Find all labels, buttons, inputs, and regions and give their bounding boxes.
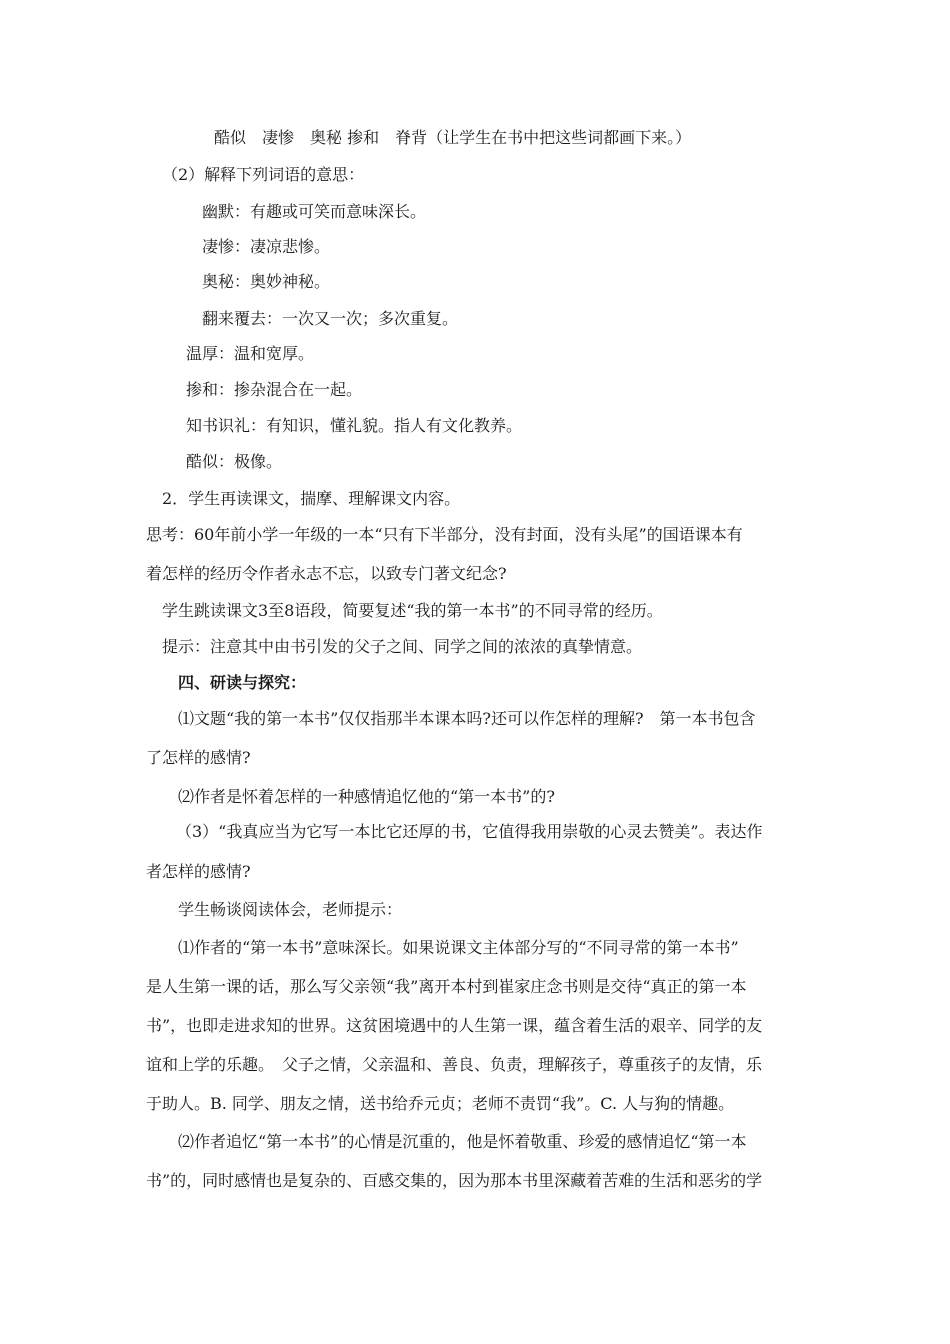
definition-zhishushili: 知书识礼：有知识，懂礼貌。指人有文化教养。	[186, 416, 523, 435]
answer-2-line1: ⑵作者追忆“第一本书”的心情是沉重的，他是怀着敬重、珍爱的感情追忆“第一本	[178, 1132, 747, 1151]
question-3: （3）“我真应当为它写一本比它还厚的书，它值得我用崇敬的心灵去赞美”。表达作	[176, 822, 763, 841]
skim-reading-task: 学生跳读课文3至8语段，简要复述“我的第一本书”的不同寻常的经历。	[162, 601, 663, 620]
step-reread: 2．学生再读课文，揣摩、理解课文内容。	[162, 489, 461, 508]
question-2: ⑵作者是怀着怎样的一种感情追忆他的“第一本书”的?	[178, 787, 555, 806]
thinking-question-cont: 着怎样的经历令作者永志不忘，以致专门著文纪念?	[146, 564, 507, 583]
hint-text: 提示：注意其中由书引发的父子之间、同学之间的浓浓的真挚情意。	[162, 637, 643, 656]
definition-wenhou: 温厚：温和宽厚。	[186, 344, 315, 363]
task-explain-words: （2）解释下列词语的意思：	[162, 165, 365, 184]
section-heading-study: 四、研读与探究：	[178, 673, 307, 692]
definition-fanlaifuqu: 翻来覆去：一次又一次；多次重复。	[202, 309, 459, 328]
answer-1-line2: 是人生第一课的话，那么写父亲领“我”离开本村到崔家庄念书则是交待“真正的第一本	[146, 977, 747, 996]
answer-1-line1: ⑴作者的“第一本书”意味深长。如果说课文主体部分写的“不同寻常的第一本书”	[178, 938, 739, 957]
question-1-cont: 了怎样的感情?	[146, 748, 251, 767]
definition-qican: 凄惨：凄凉悲惨。	[202, 237, 331, 256]
question-1: ⑴文题“我的第一本书”仅仅指那半本课本吗?还可以作怎样的理解? 第一本书包含	[178, 709, 756, 728]
definition-chanhuo: 掺和：掺杂混合在一起。	[186, 380, 363, 399]
definition-aomi: 奥秘：奥妙神秘。	[202, 272, 331, 291]
vocab-word-list: 酷似 凄惨 奥秘 掺和 脊背（让学生在书中把这些词都画下来。）	[214, 128, 692, 147]
answer-2-line2: 书”的，同时感情也是复杂的、百感交集的，因为那本书里深藏着苦难的生活和恶劣的学	[146, 1171, 763, 1190]
answer-1-line5: 于助人。B. 同学、朋友之情，送书给乔元贞；老师不责罚“我”。C. 人与狗的情趣。	[146, 1094, 735, 1113]
question-3-cont: 者怎样的感情?	[146, 862, 251, 881]
teacher-hint-intro: 学生畅谈阅读体会，老师提示：	[178, 900, 403, 919]
thinking-question: 思考：60年前小学一年级的一本“只有下半部分，没有封面，没有头尾”的国语课本有	[146, 525, 743, 544]
answer-1-line4: 谊和上学的乐趣。 父子之情，父亲温和、善良、负责，理解孩子，尊重孩子的友情，乐	[146, 1055, 763, 1074]
answer-1-line3: 书”，也即走进求知的世界。这贫困境遇中的人生第一课，蕴含着生活的艰辛、同学的友	[146, 1016, 763, 1035]
definition-youmo: 幽默：有趣或可笑而意味深长。	[202, 202, 427, 221]
definition-kusi: 酷似：极像。	[186, 452, 283, 471]
